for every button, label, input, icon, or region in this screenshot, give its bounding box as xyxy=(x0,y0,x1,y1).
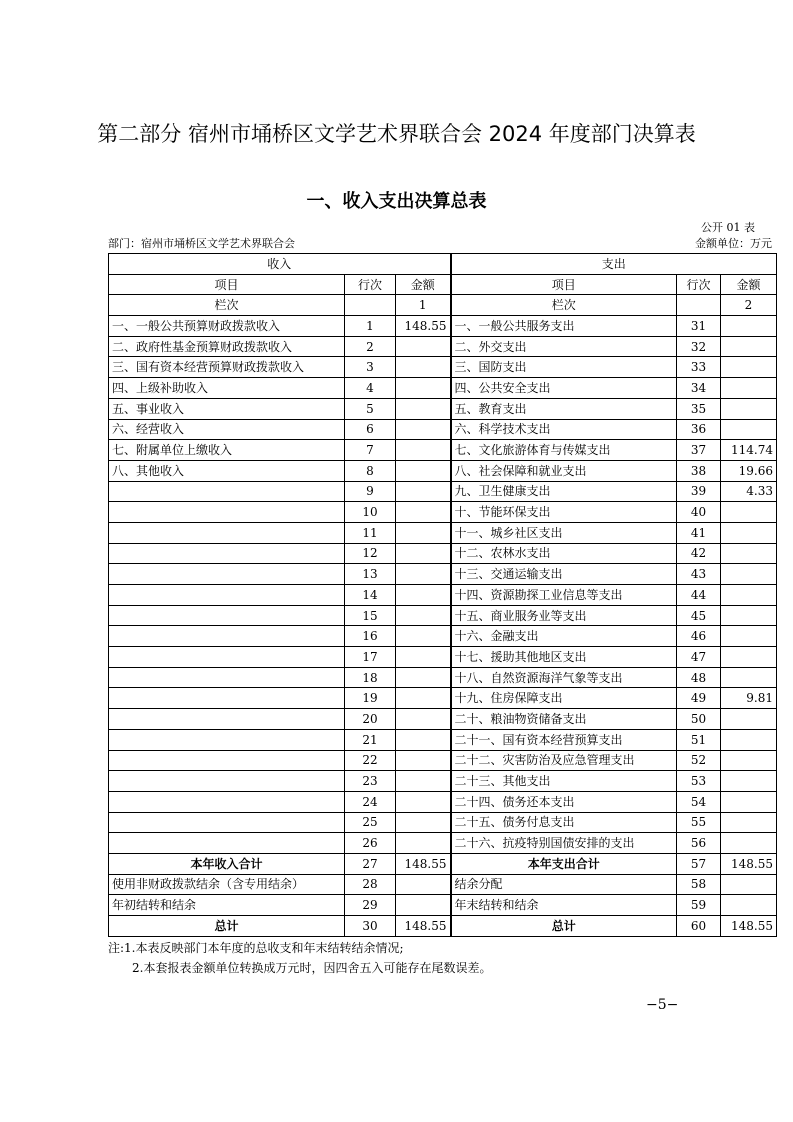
expense-line-cell: 41 xyxy=(677,522,721,543)
income-lanci-label: 栏次 xyxy=(109,295,345,316)
income-item-cell xyxy=(109,481,345,502)
expense-amount-cell xyxy=(721,543,777,564)
expense-amount-cell: 19.66 xyxy=(721,460,777,481)
income-item-cell: 八、其他收入 xyxy=(109,460,345,481)
expense-amount-cell xyxy=(721,709,777,730)
expense-item-cell: 年末结转和结余 xyxy=(451,895,677,916)
income-item-cell xyxy=(109,605,345,626)
income-line-cell: 29 xyxy=(345,895,396,916)
expense-item-cell: 四、公共安全支出 xyxy=(451,378,677,399)
income-amount-cell xyxy=(396,647,451,668)
expense-line-cell: 51 xyxy=(677,729,721,750)
table-row xyxy=(109,605,777,626)
expense-amount-cell: 148.55 xyxy=(721,853,777,874)
expense-item-cell: 十、节能环保支出 xyxy=(451,502,677,523)
table-row xyxy=(109,771,777,792)
expense-line-cell: 40 xyxy=(677,502,721,523)
table-row xyxy=(109,440,777,461)
income-amount-cell xyxy=(396,419,451,440)
table-row xyxy=(109,812,777,833)
table-row xyxy=(109,688,777,709)
income-line-cell: 12 xyxy=(345,543,396,564)
expense-line-cell: 58 xyxy=(677,874,721,895)
income-item-header: 项目 xyxy=(109,274,345,295)
income-line-cell: 13 xyxy=(345,564,396,585)
income-amount-cell xyxy=(396,626,451,647)
expense-line-cell: 59 xyxy=(677,895,721,916)
income-amount-cell xyxy=(396,688,451,709)
table-row xyxy=(109,357,777,378)
income-line-cell: 10 xyxy=(345,502,396,523)
expense-item-cell: 十三、交通运输支出 xyxy=(451,564,677,585)
table-row xyxy=(109,522,777,543)
income-line-cell: 26 xyxy=(345,833,396,854)
expense-line-cell: 31 xyxy=(677,316,721,337)
expense-line-cell: 49 xyxy=(677,688,721,709)
income-line-cell: 21 xyxy=(345,729,396,750)
income-item-cell xyxy=(109,771,345,792)
income-amount-cell xyxy=(396,605,451,626)
income-item-cell: 六、经营收入 xyxy=(109,419,345,440)
income-line-cell: 18 xyxy=(345,667,396,688)
income-amount-cell: 148.55 xyxy=(396,853,451,874)
expense-item-cell: 十一、城乡社区支出 xyxy=(451,522,677,543)
expense-item-cell: 十八、自然资源海洋气象等支出 xyxy=(451,667,677,688)
expense-item-cell: 七、文化旅游体育与传媒支出 xyxy=(451,440,677,461)
income-item-cell xyxy=(109,647,345,668)
expense-amount-cell xyxy=(721,585,777,606)
expense-amount-cell xyxy=(721,667,777,688)
income-line-cell: 15 xyxy=(345,605,396,626)
expense-item-cell: 三、国防支出 xyxy=(451,357,677,378)
income-header: 收入 xyxy=(109,254,451,275)
expense-item-cell: 六、科学技术支出 xyxy=(451,419,677,440)
expense-item-cell: 二十、粮油物资储备支出 xyxy=(451,709,677,730)
expense-item-cell: 十九、住房保障支出 xyxy=(451,688,677,709)
income-line-header: 行次 xyxy=(345,274,396,295)
expense-item-cell: 五、教育支出 xyxy=(451,398,677,419)
expense-line-cell: 48 xyxy=(677,667,721,688)
table-row xyxy=(109,378,777,399)
income-line-cell: 5 xyxy=(345,398,396,419)
expense-amount-cell xyxy=(721,874,777,895)
expense-amount-cell xyxy=(721,791,777,812)
table-row xyxy=(109,336,777,357)
expense-line-cell: 35 xyxy=(677,398,721,419)
expense-amount-cell xyxy=(721,336,777,357)
income-item-cell xyxy=(109,626,345,647)
income-lanci-number: 1 xyxy=(396,295,451,316)
income-amount-cell xyxy=(396,791,451,812)
expense-lanci-number: 2 xyxy=(721,295,777,316)
table-row xyxy=(109,543,777,564)
income-amount-cell xyxy=(396,895,451,916)
expense-amount-cell: 4.33 xyxy=(721,481,777,502)
table-notes xyxy=(108,938,491,978)
page-title: 第二部分 宿州市埇桥区文学艺术界联合会 2024 年度部门决算表 xyxy=(97,122,696,146)
income-amount-cell xyxy=(396,585,451,606)
expense-item-cell: 二十五、债务付息支出 xyxy=(451,812,677,833)
table-row xyxy=(109,895,777,916)
income-amount-cell xyxy=(396,812,451,833)
income-line-cell: 28 xyxy=(345,874,396,895)
income-line-cell: 7 xyxy=(345,440,396,461)
table-row xyxy=(109,750,777,771)
expense-item-cell: 二十六、抗疫特别国债安排的支出 xyxy=(451,833,677,854)
expense-item-cell: 十二、农林水支出 xyxy=(451,543,677,564)
expense-line-cell: 57 xyxy=(677,853,721,874)
table-row xyxy=(109,647,777,668)
expense-item-cell: 十七、援助其他地区支出 xyxy=(451,647,677,668)
expense-amount-cell xyxy=(721,522,777,543)
income-line-cell: 19 xyxy=(345,688,396,709)
expense-amount-cell: 148.55 xyxy=(721,916,777,937)
expense-line-cell: 43 xyxy=(677,564,721,585)
note-2: 2.本套报表金额单位转换成万元时，因四舍五入可能存在尾数误差。 xyxy=(132,961,492,975)
expense-item-cell: 九、卫生健康支出 xyxy=(451,481,677,502)
income-line-cell: 9 xyxy=(345,481,396,502)
expense-lanci-label: 栏次 xyxy=(451,295,677,316)
table-row xyxy=(109,667,777,688)
income-amount-cell xyxy=(396,543,451,564)
income-amount-cell xyxy=(396,667,451,688)
income-line-cell: 25 xyxy=(345,812,396,833)
income-item-cell xyxy=(109,750,345,771)
income-line-cell: 2 xyxy=(345,336,396,357)
expense-line-cell: 34 xyxy=(677,378,721,399)
income-line-cell: 20 xyxy=(345,709,396,730)
income-amount-cell xyxy=(396,522,451,543)
table-row xyxy=(109,564,777,585)
income-line-cell: 24 xyxy=(345,791,396,812)
income-amount-cell xyxy=(396,440,451,461)
expense-amount-cell xyxy=(721,502,777,523)
expense-amount-cell xyxy=(721,647,777,668)
table-row xyxy=(109,481,777,502)
expense-amount-cell xyxy=(721,316,777,337)
expense-line-cell: 47 xyxy=(677,647,721,668)
expense-amount-cell xyxy=(721,626,777,647)
income-item-cell: 本年收入合计 xyxy=(109,853,345,874)
income-line-cell: 22 xyxy=(345,750,396,771)
table-row xyxy=(109,419,777,440)
income-expense-table xyxy=(108,253,777,937)
income-item-cell: 年初结转和结余 xyxy=(109,895,345,916)
expense-line-cell: 46 xyxy=(677,626,721,647)
income-amount-cell xyxy=(396,460,451,481)
income-item-cell: 使用非财政拨款结余（含专用结余） xyxy=(109,874,345,895)
income-item-cell xyxy=(109,791,345,812)
income-line-cell: 17 xyxy=(345,647,396,668)
table-row xyxy=(109,791,777,812)
expense-amount-cell xyxy=(721,833,777,854)
expense-item-cell: 一、一般公共服务支出 xyxy=(451,316,677,337)
expense-item-cell: 本年支出合计 xyxy=(451,853,677,874)
income-amount-cell xyxy=(396,398,451,419)
expense-amount-cell xyxy=(721,419,777,440)
table-row xyxy=(109,833,777,854)
expense-amount-cell xyxy=(721,895,777,916)
income-amount-cell xyxy=(396,378,451,399)
income-item-cell xyxy=(109,833,345,854)
income-item-cell: 五、事业收入 xyxy=(109,398,345,419)
section-header-row xyxy=(109,254,777,275)
income-amount-cell xyxy=(396,709,451,730)
income-amount-cell xyxy=(396,833,451,854)
expense-line-cell: 38 xyxy=(677,460,721,481)
expense-line-cell: 42 xyxy=(677,543,721,564)
income-amount-cell xyxy=(396,357,451,378)
table-title: 一、收入支出决算总表 xyxy=(306,191,487,212)
expense-amount-cell xyxy=(721,357,777,378)
table-row xyxy=(109,853,777,874)
expense-item-cell: 二十一、国有资本经营预算支出 xyxy=(451,729,677,750)
expense-item-cell: 二十四、债务还本支出 xyxy=(451,791,677,812)
income-item-cell xyxy=(109,667,345,688)
table-row xyxy=(109,874,777,895)
income-line-cell: 8 xyxy=(345,460,396,481)
table-row xyxy=(109,502,777,523)
income-item-cell: 七、附属单位上缴收入 xyxy=(109,440,345,461)
table-row xyxy=(109,460,777,481)
income-amount-cell xyxy=(396,771,451,792)
table-row xyxy=(109,626,777,647)
expense-line-cell: 56 xyxy=(677,833,721,854)
income-amount-cell xyxy=(396,564,451,585)
income-line-cell: 11 xyxy=(345,522,396,543)
expense-line-cell: 44 xyxy=(677,585,721,606)
income-line-cell: 16 xyxy=(345,626,396,647)
form-number: 公开 01 表 xyxy=(701,221,755,234)
income-item-cell xyxy=(109,709,345,730)
table-row xyxy=(109,916,777,937)
income-item-cell: 四、上级补助收入 xyxy=(109,378,345,399)
income-item-cell: 二、政府性基金预算财政拨款收入 xyxy=(109,336,345,357)
table-row xyxy=(109,316,777,337)
income-item-cell: 三、国有资本经营预算财政拨款收入 xyxy=(109,357,345,378)
income-line-cell: 30 xyxy=(345,916,396,937)
expense-amount-cell xyxy=(721,750,777,771)
expense-item-cell: 二十三、其他支出 xyxy=(451,771,677,792)
expense-amount-cell xyxy=(721,771,777,792)
expense-line-cell: 53 xyxy=(677,771,721,792)
expense-item-header: 项目 xyxy=(451,274,677,295)
expense-line-header: 行次 xyxy=(677,274,721,295)
income-amount-cell xyxy=(396,336,451,357)
expense-line-cell: 36 xyxy=(677,419,721,440)
table-row xyxy=(109,585,777,606)
income-item-cell xyxy=(109,812,345,833)
income-item-cell xyxy=(109,543,345,564)
income-item-cell xyxy=(109,564,345,585)
expense-lanci-line xyxy=(677,295,721,316)
income-amount-cell xyxy=(396,729,451,750)
income-line-cell: 23 xyxy=(345,771,396,792)
page-number: −5− xyxy=(646,997,679,1013)
income-amount-cell xyxy=(396,750,451,771)
expense-amount-cell xyxy=(721,564,777,585)
expense-line-cell: 37 xyxy=(677,440,721,461)
expense-item-cell: 二十二、灾害防治及应急管理支出 xyxy=(451,750,677,771)
income-item-cell xyxy=(109,522,345,543)
lanci-row xyxy=(109,295,777,316)
income-line-cell: 1 xyxy=(345,316,396,337)
income-amount-cell: 148.55 xyxy=(396,316,451,337)
expense-item-cell: 二、外交支出 xyxy=(451,336,677,357)
income-amount-cell xyxy=(396,481,451,502)
income-line-cell: 27 xyxy=(345,853,396,874)
expense-line-cell: 33 xyxy=(677,357,721,378)
note-1: 注:1.本表反映部门本年度的总收支和年末结转结余情况; xyxy=(108,941,404,955)
income-line-cell: 14 xyxy=(345,585,396,606)
expense-amount-cell xyxy=(721,378,777,399)
table-row xyxy=(109,729,777,750)
income-item-cell xyxy=(109,585,345,606)
expense-item-cell: 总计 xyxy=(451,916,677,937)
income-item-cell: 总计 xyxy=(109,916,345,937)
income-line-cell: 3 xyxy=(345,357,396,378)
expense-amount-cell xyxy=(721,812,777,833)
expense-item-cell: 十六、金融支出 xyxy=(451,626,677,647)
expense-line-cell: 39 xyxy=(677,481,721,502)
income-amount-header: 金额 xyxy=(396,274,451,295)
expense-amount-cell xyxy=(721,729,777,750)
expense-amount-cell xyxy=(721,398,777,419)
income-amount-cell: 148.55 xyxy=(396,916,451,937)
expense-amount-header: 金额 xyxy=(721,274,777,295)
income-line-cell: 6 xyxy=(345,419,396,440)
table-row xyxy=(109,398,777,419)
expense-line-cell: 32 xyxy=(677,336,721,357)
expense-amount-cell xyxy=(721,605,777,626)
income-item-cell xyxy=(109,729,345,750)
expense-line-cell: 52 xyxy=(677,750,721,771)
expense-item-cell: 十四、资源勘探工业信息等支出 xyxy=(451,585,677,606)
expense-header: 支出 xyxy=(451,254,777,275)
table-row xyxy=(109,709,777,730)
expense-item-cell: 八、社会保障和就业支出 xyxy=(451,460,677,481)
amount-unit-label: 金额单位：万元 xyxy=(695,237,772,250)
income-amount-cell xyxy=(396,874,451,895)
income-item-cell: 一、一般公共预算财政拨款收入 xyxy=(109,316,345,337)
income-item-cell xyxy=(109,502,345,523)
income-lanci-line xyxy=(345,295,396,316)
expense-item-cell: 结余分配 xyxy=(451,874,677,895)
income-amount-cell xyxy=(396,502,451,523)
expense-line-cell: 50 xyxy=(677,709,721,730)
expense-line-cell: 55 xyxy=(677,812,721,833)
expense-line-cell: 54 xyxy=(677,791,721,812)
expense-line-cell: 60 xyxy=(677,916,721,937)
income-line-cell: 4 xyxy=(345,378,396,399)
department-label: 部门：宿州市埇桥区文学艺术界联合会 xyxy=(108,237,295,250)
expense-amount-cell: 114.74 xyxy=(721,440,777,461)
expense-item-cell: 十五、商业服务业等支出 xyxy=(451,605,677,626)
expense-line-cell: 45 xyxy=(677,605,721,626)
expense-amount-cell: 9.81 xyxy=(721,688,777,709)
income-item-cell xyxy=(109,688,345,709)
column-header-row xyxy=(109,274,777,295)
